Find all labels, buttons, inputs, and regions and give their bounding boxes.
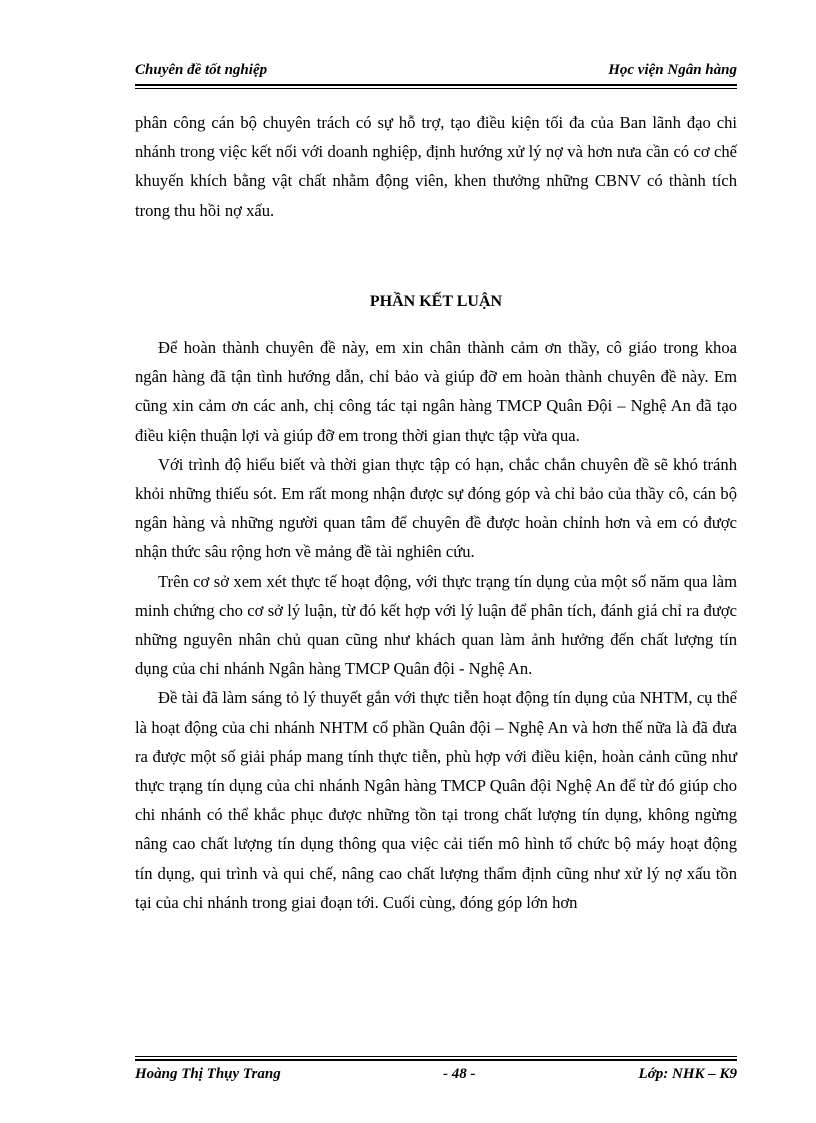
footer-author: Hoàng Thị Thụy Trang (135, 1066, 281, 1082)
page-body (135, 108, 737, 917)
page-footer (135, 1056, 737, 1088)
body-paragraph-1: phân công cán bộ chuyên trách có sự hỗ trợ, tạo điều kiện tối đa của Ban lãnh đạo chi nhánh trong việc kết nối với doanh nghiệp, định hướng xử lý nợ và hơn nưa cần có cơ chế khuyến khích bằng vật chất nhằm động viên, khen thưởng những CBNV có thành tích trong thu hồi nợ xấu. (135, 113, 737, 220)
header-institution: Học viện Ngân hàng (608, 62, 737, 78)
header-rule-thick (135, 84, 737, 86)
header-rule-thin (135, 88, 737, 89)
footer-page-number: - 48 - (443, 1066, 476, 1082)
footer-class: Lớp: NHK – K9 (638, 1066, 737, 1082)
body-paragraph-2: Để hoàn thành chuyên đề này, em xin chân thành cảm ơn thầy, cô giáo trong khoa ngân hàng đã tận tình hướng dẫn, chỉ bảo và giúp đỡ em hoàn thành chuyên đề này. Em cũng xin cảm ơn các anh, chị công tác tại ngân hàng TMCP Quân Đội – Nghệ An đã tạo điều kiện thuận lợi và giúp đỡ em trong thời gian thực tập vừa qua. (135, 338, 737, 445)
body-paragraph-3: Với trình độ hiểu biết và thời gian thực tập có hạn, chắc chắn chuyên đề sẽ khó tránh khỏi những thiếu sót. Em rất mong nhận được sự đóng góp và chỉ bảo của thầy cô, cán bộ ngân hàng và những người quan tâm để chuyên đề được hoàn chỉnh hơn và em có được nhận thức sâu rộng hơn về mảng đề tài nghiên cứu. (135, 454, 737, 562)
header-document-type: Chuyên đề tốt nghiệp (135, 62, 268, 78)
page-header (135, 56, 737, 84)
section-title: PHẦN KẾT LUẬN (369, 292, 503, 310)
footer-rule-thick (135, 1059, 737, 1061)
footer-rule-thin (135, 1056, 737, 1057)
body-paragraph-4: Trên cơ sở xem xét thực tế hoạt động, với thực trạng tín dụng của một số năm qua làm minh chứng cho cơ sở lý luận, từ đó kết hợp với lý luận để phân tích, đánh giá chỉ ra được những nguyên nhân chủ quan cũng như khách quan làm ảnh hưởng đến chất lượng tín dụng của chi nhánh Ngân hàng TMCP Quân đội - Nghệ An. (135, 571, 737, 679)
body-paragraph-5: Đề tài đã làm sáng tỏ lý thuyết gắn với thực tiễn hoạt động tín dụng của NHTM, cụ thể là hoạt động của chi nhánh NHTM cổ phần Quân đội – Nghệ An và hơn thế nữa là đã đưa ra được một số giải pháp mang tính thực tiễn, phù hợp với điều kiện, hoàn cảnh cũng như thực trạng tín dụng của chi nhánh Ngân hàng TMCP Quân đội Nghệ An để từ đó giúp cho chi nhánh có thể khắc phục được những tồn tại trong chất lượng tín dụng, không ngừng nâng cao chất lượng tín dụng thông qua việc cải tiến mô hình tổ chức bộ máy hoạt động tín dụng, qui trình và qui chế, nâng cao chất lượng thẩm định cũng như xử lý nợ xấu tồn tại của chi nhánh trong giai đoạn tới. Cuối cùng, đóng góp lớn hơn (135, 688, 737, 912)
